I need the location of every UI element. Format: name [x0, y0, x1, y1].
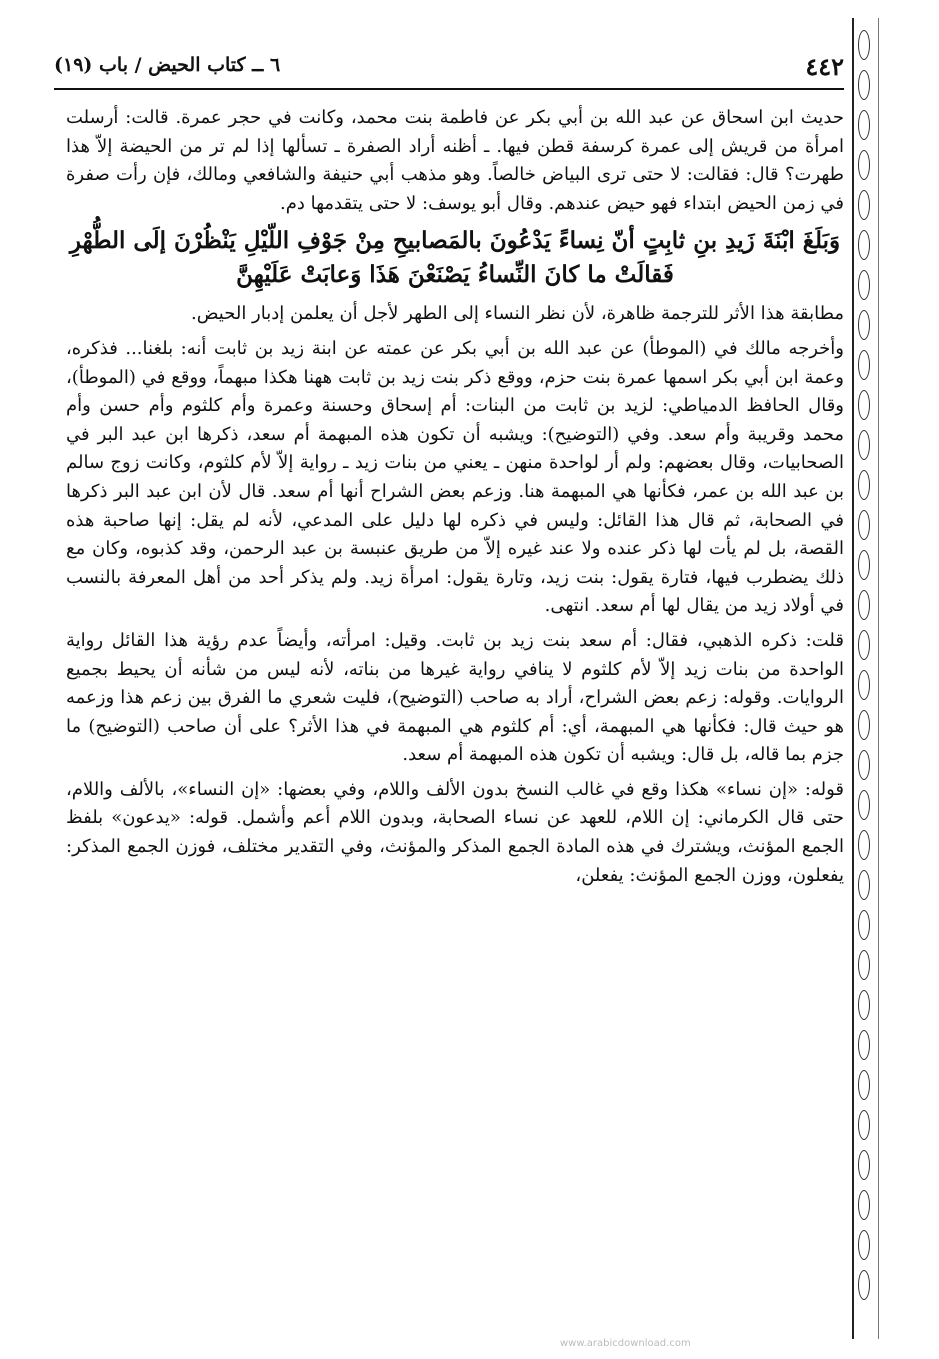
border-ornament: [858, 390, 870, 420]
border-ornament: [858, 1030, 870, 1060]
border-ornament: [858, 350, 870, 380]
border-ornament: [858, 750, 870, 780]
running-title: ٦ ــ كتاب الحيض / باب (١٩): [54, 54, 281, 76]
border-ornament: [858, 550, 870, 580]
decorative-border: [852, 18, 876, 1339]
quoted-line: فَقالَتْ ما كانَ النِّساءُ يَصْنَعْنَ هَذَا وَعابَتْ عَلَيْهِنَّ: [236, 261, 674, 289]
border-ornament: [858, 910, 870, 940]
border-ornament: [858, 790, 870, 820]
border-ornament: [858, 190, 870, 220]
page-number: ٤٤٢: [805, 52, 844, 81]
border-ornament: [858, 1150, 870, 1180]
outer-rule: [878, 18, 879, 1339]
border-ornament: [858, 990, 870, 1020]
main-text: [66, 104, 844, 896]
border-ornament: [858, 1070, 870, 1100]
page-header: [54, 46, 844, 86]
border-ornament: [858, 590, 870, 620]
border-ornament: [858, 1230, 870, 1260]
watermark-url: www.arabicdownload.com: [560, 1338, 691, 1349]
border-ornament: [858, 70, 870, 100]
border-ornament: [858, 1110, 870, 1140]
border-ornament: [858, 430, 870, 460]
border-ornament: [858, 830, 870, 860]
paragraph: حديث ابن اسحاق عن عبد الله بن أبي بكر عن فاطمة بنت محمد، وكانت في حجر عمرة. قالت: أرسلت امرأة من قريش إلى عمرة كرسفة قطن فيها. ـ أظنه أراد الصفرة ـ تسألها إذا لم تر من الحيضة إلاّ هذا طهرت؟ قال: فقالت: لا حتى ترى البياض خالصاً. وهو مذهب أبي حنيفة والشافعي ومالك، فإن رأت صفرة في زمن الحيض ابتداء فهو حيض عندهم. وقال أبو يوسف: لا حتى يتقدمها دم.: [66, 107, 844, 214]
paragraph: وأخرجه مالك في (الموطأ) عن عبد الله بن أبي بكر عن عمته عن ابنة زيد بن ثابت أنه: بلغنا... فذكره، وعمة ابن أبي بكر اسمها عمرة بنت حزم، ووقع ذكر بنت زيد بن ثابت ههنا هكذا مبهماً، ووقع في (الموطأ)، وقال الحافظ الدمياطي: لزيد بن ثابت من البنات: أم إسحاق وحسنة وعمرة وأم كلثوم وأم حسن وأم محمد وقريبة وأم سعد. وفي (التوضيح): ويشبه أن تكون هذه المبهمة أم سعد، ذكرها ابن عبد البر في الصحابيات، وقال بعضهم: ولم أر لواحدة منهن ـ يعني من بنات زيد ـ رواية إلاّ لأم كلثوم، وكانت زوج سالم بن عبد الله بن عمر، فكأنها هي المبهمة هنا. وزعم بعض الشراح أنها أم سعد. قال لأن ابن عبد البر ذكرها في الصحابة، ثم قال هذا القائل: وليس في ذكره لها دليل على المدعي، لأنه لم يقل: إنها صاحبة هذه القصة، بل لم يأت لها ذكر عنده ولا عند غيره إلاّ من طريق عنبسة بن عبد الرحمن، وقد كذبوه، وكان مع ذلك يضطرب فيها، فتارة يقول: بنت زيد، وتارة يقول: امرأة زيد. ولم يذكر أحد من أهل المعرفة بالنسب في أولاد زيد من يقال لها أم سعد. انتهى.: [66, 337, 845, 617]
border-ornament: [858, 710, 870, 740]
border-ornament: [858, 510, 870, 540]
border-ornament: [858, 150, 870, 180]
border-ornament: [858, 30, 870, 60]
quoted-line: وَبَلَغَ ابْنَةَ زَيدِ بنِ ثابِتٍ أنّ نِساءً يَدْعُونَ بالمَصابيحِ مِنْ جَوْفِ اللّيْلِ يَنْظُرْنَ إلَى الطُّهْرِ: [69, 227, 841, 255]
border-ornament: [858, 110, 870, 140]
quoted-text: [66, 224, 844, 292]
border-ornament: [858, 870, 870, 900]
border-ornament: [858, 270, 870, 300]
border-ornament: [858, 1270, 870, 1300]
paragraph: قلت: ذكره الذهبي، فقال: أم سعد بنت زيد بن ثابت. وقيل: امرأته، وأيضاً عدم رؤية هذا القائل رواية الواحدة من بنات زيد إلاّ لأم كلثوم لا ينافي رواية غيرها من بناته، لأنه ليس من شأنه أن يحيط بجميع الروايات. وقوله: زعم بعض الشراح، أراد به صاحب (التوضيح)، فليت شعري ما الفرق بين زعم هذا وزعمه هو حيث قال: فكأنها هي المبهمة، أي: أم كلثوم هي المبهمة في هذا الأثر؟ على أن صاحب (التوضيح) ما جزم بما قاله، بل قال: ويشبه أن تكون هذه المبهمة أم سعد.: [66, 629, 844, 766]
border-ornament: [858, 670, 870, 700]
border-ornament: [858, 950, 870, 980]
border-ornament: [858, 1190, 870, 1220]
border-ornament: [858, 310, 870, 340]
header-divider: [54, 88, 844, 90]
border-ornament: [858, 470, 870, 500]
paragraph: مطابقة هذا الأثر للترجمة ظاهرة، لأن نظر النساء إلى الطهر لأجل أن يعلمن إدبار الحيض.: [191, 303, 844, 325]
paragraph: قوله: «إن نساء» هكذا وقع في غالب النسخ بدون الألف واللام، وفي بعضها: «إن النساء»، بالألف واللام، حتى قال الكرماني: إن اللام، للعهد عن نساء الصحابة، وبدون اللام أعم وأشمل. قوله: «يدعون» بلفظ الجمع المؤنث، ويشترك في هذه المادة الجمع المذكر والمؤنث، وفي التقدير مختلف، فوزن الجمع المذكر: يفعلون، ووزن الجمع المؤنث: يفعلن،: [66, 778, 844, 886]
border-ornament: [858, 230, 870, 260]
border-ornament: [858, 630, 870, 660]
